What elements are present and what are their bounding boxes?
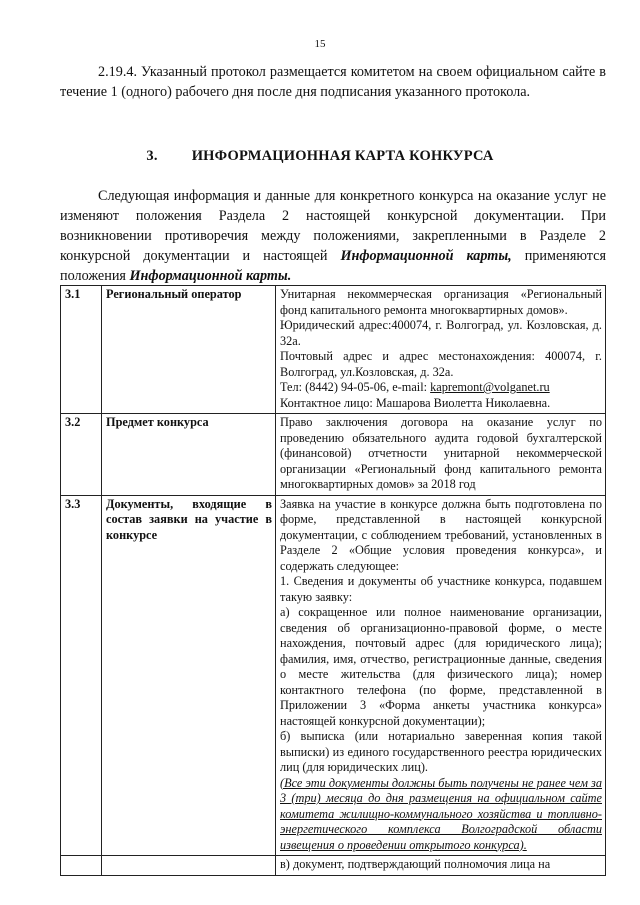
phone: Тел: (8442) 94-05-06, e-mail:: [280, 380, 431, 394]
item-1: 1. Сведения и документы об участнике конкурса, подавшем такую заявку:: [280, 574, 602, 604]
row-number: 3.3: [61, 495, 102, 856]
item-b: б) выписка (или нотариально заверенная копия такой выписки) из единого государственного реестра юридических лиц (для юридических лиц).: [280, 729, 602, 774]
contact-person: Контактное лицо: Машарова Виолетта Николаевна.: [280, 395, 551, 410]
documents-note: (Все эти документы должны быть получены не ранее чем за 3 (три) месяца до дня размещения на официальном сайте комитета жилищно-коммунального хозяйства и топливно-энергетического комплекса Волгоградской области извещения о проведении открытого конкурса).: [280, 775, 602, 852]
section-number: 3.: [146, 148, 158, 164]
intro-text-1: Следующая информация и данные для конкретного конкурса на оказание услуг не изменяют положения Раздела 2 настоящей конкурсной документации. При возникновении противоречия между положениями, закрепленными в Разделе 2 конкурсной документации и настоящей: [60, 188, 606, 264]
page-number: 15: [314, 38, 326, 50]
info-card-table: [60, 285, 606, 876]
row-content: [276, 495, 606, 856]
table-row: [61, 414, 606, 496]
row-content: Право заключения договора на оказание услуг по проведению обязательного аудита годовой бухгалтерской (финансовой) отчетности унитарной некоммерческой организации «Региональный фонд капитального ремонта многоквартирных домов» за 2018 год: [276, 414, 606, 496]
intro-text-2: применяются положения: [60, 248, 606, 284]
application-intro: Заявка на участие в конкурсе должна быть подготовлена по форме, представленной в настоящей конкурсной документации, с соблюдением требований, установленных в Разделе 2 «Общие условия проведения конкурса», и содержать следующее:: [280, 496, 602, 573]
row-title: Региональный оператор: [102, 286, 276, 414]
phone-email: [280, 380, 602, 396]
section-title: ИНФОРМАЦИОННАЯ КАРТА КОНКУРСА: [191, 148, 494, 164]
table-row: [61, 856, 606, 876]
row-title: Предмет конкурса: [102, 414, 276, 496]
row-title: Документы, входящие в состав заявки на участие в конкурсе: [102, 495, 276, 856]
postal-address: Почтовый адрес и адрес местонахождения: 400074, г. Волгоград, ул.Козловская, д. 32а.: [280, 349, 602, 379]
intro-bold-1: Информационной карты,: [340, 248, 512, 264]
operator-name: Унитарная некоммерческая организация «Региональный фонд капитального ремонта многоквартирных домов».: [280, 287, 602, 317]
section-heading: [0, 148, 640, 165]
table-row: [61, 286, 606, 414]
row-number: 3.2: [61, 414, 102, 496]
intro-paragraph: [60, 186, 606, 286]
intro-bold-2: Информационной карты.: [129, 268, 292, 284]
paragraph-2-19-4: 2.19.4. Указанный протокол размещается комитетом на своем официальном сайте в течение 1 (одного) рабочего дня после дня подписания указанного протокола.: [60, 64, 606, 100]
item-a: а) сокращенное или полное наименование организации, сведения об организационно-правовой форме, о месте нахождения, почтовый адрес (для юридического лица); фамилия, имя, отчество, регистрационные данные, сведения о месте жительства (для физического лица); номер контактного телефона (по форме, представленной в Приложении 3 «Форма анкеты участника конкурса» настоящей конкурсной документации);: [280, 605, 602, 728]
legal-address: Юридический адрес:400074, г. Волгоград, ул. Козловская, д. 32а.: [280, 318, 602, 348]
row-content: [276, 286, 606, 414]
row-number: 3.1: [61, 286, 102, 414]
item-v: в) документ, подтверждающий полномочия лица на: [276, 856, 606, 876]
table-row: [61, 495, 606, 856]
email-link[interactable]: kapremont@volganet.ru: [430, 380, 550, 394]
row-title-empty: [102, 856, 276, 876]
row-number-empty: [61, 856, 102, 876]
